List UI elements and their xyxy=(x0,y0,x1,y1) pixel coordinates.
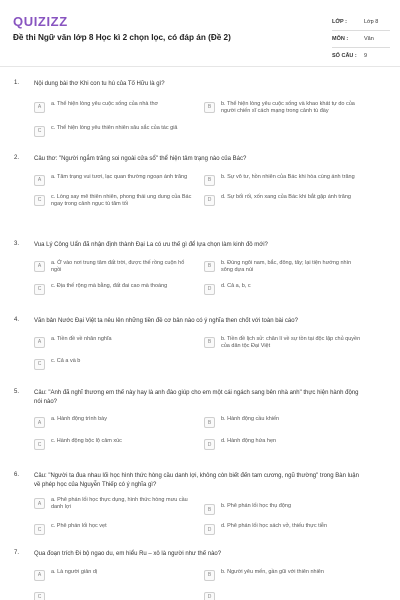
question-header xyxy=(0,155,374,164)
option-text: c. Thể hiện lòng yêu thiên nhiên sâu sắc của tác giả xyxy=(51,124,178,131)
option-row xyxy=(34,591,374,600)
option-c[interactable] xyxy=(34,194,204,208)
option-text: b. Thể hiện lòng yêu cuộc sống và khao khát tự do của người chiến sĩ cách mạng trong cảnh tù đày xyxy=(221,100,355,114)
option-letter-badge: A xyxy=(34,570,45,581)
option-text: b. Người yêu mến, gần gũi với thiên nhiên xyxy=(221,568,324,575)
question-item xyxy=(0,550,374,600)
option-c[interactable] xyxy=(34,438,204,450)
meta-value: Văn xyxy=(364,36,374,42)
option-text: d. Phê phán lối học sách vở, thiếu thực tiễn xyxy=(221,523,328,529)
option-a[interactable] xyxy=(34,101,204,115)
meta-value: 9 xyxy=(364,53,368,59)
option-b[interactable] xyxy=(204,174,374,186)
option-text: d. Sự bối rối, xốn xang của Bác khi bắt gặp ánh trăng xyxy=(221,193,351,200)
question-number: 1. xyxy=(14,80,20,86)
option-row xyxy=(34,336,374,350)
option-text: b. Tiền đề lịch sử: chân lí về sự tồn tại độc lập chủ quyền của dân tộc Đại Việt xyxy=(221,335,361,349)
option-letter-badge: B xyxy=(204,175,215,186)
option-a[interactable] xyxy=(34,416,204,428)
option-text: c. Địa thế rộng mà bằng, đất đai cao mà thoáng xyxy=(51,282,168,289)
option-letter-badge: B xyxy=(204,504,215,515)
option-text: a. Hành động trình bày xyxy=(51,416,107,422)
option-text: a. Phê phán lối học thực dụng, hình thức hòng mưu cầu danh lợi xyxy=(51,497,188,511)
option-a[interactable] xyxy=(34,174,204,186)
option-c[interactable] xyxy=(34,591,204,600)
meta-label: MÔN : xyxy=(332,36,349,42)
meta-row-subject xyxy=(332,31,390,48)
option-letter-badge: A xyxy=(34,337,45,348)
question-item xyxy=(0,472,374,535)
question-item xyxy=(0,155,374,208)
question-text: Vua Lý Công Uẩn đã nhận định thành Đại La có ưu thế gì để lựa chọn làm kinh đô mới? xyxy=(34,242,268,248)
option-c[interactable] xyxy=(34,358,204,370)
option-row xyxy=(34,125,374,137)
page-title: Đề thi Ngữ văn lớp 8 Học kì 2 chọn lọc, có đáp án (Đề 2) xyxy=(13,33,231,42)
option-b[interactable] xyxy=(204,497,374,515)
option-letter-badge: B xyxy=(204,570,215,581)
option-text: b. Hành động cầu khiến xyxy=(221,416,280,422)
option-letter-badge: A xyxy=(34,175,45,186)
option-text: b. Phê phán lối học thụ động xyxy=(221,503,292,509)
question-header xyxy=(0,317,374,326)
option-letter-badge: A xyxy=(34,498,45,509)
option-row xyxy=(34,569,374,581)
option-letter-badge: C xyxy=(34,126,45,137)
question-text: Câu thơ: "Người ngắm trăng soi ngoài cửa sổ" thể hiện tâm trạng nào của Bác? xyxy=(34,156,247,162)
question-number: 2. xyxy=(14,155,20,161)
question-item xyxy=(0,389,374,450)
option-d[interactable] xyxy=(204,194,374,208)
meta-table xyxy=(332,14,390,64)
option-c[interactable] xyxy=(34,523,204,535)
question-item xyxy=(0,241,374,295)
option-text: d. Hành động hứa hẹn xyxy=(221,438,277,444)
question-header xyxy=(0,241,374,250)
option-letter-badge: A xyxy=(34,261,45,272)
option-text: a. Tiền đề về nhân nghĩa xyxy=(51,335,112,342)
option-letter-badge: D xyxy=(204,439,215,450)
option-b[interactable] xyxy=(204,416,374,428)
option-letter-badge: C xyxy=(34,359,45,370)
meta-row-grade xyxy=(332,14,390,31)
option-text: d. Cả a, b, c xyxy=(221,282,251,289)
question-number: 4. xyxy=(14,317,20,323)
option-text: a. Ở vào nơi trung tâm đất trời, được thế rồng cuộn hổ ngồi xyxy=(51,259,185,273)
option-row xyxy=(34,260,374,274)
quizizz-logo: QUIZIZZ xyxy=(13,14,68,29)
meta-value: Lớp 8 xyxy=(364,19,379,25)
option-row xyxy=(34,194,374,208)
option-text: a. Thể hiện lòng yêu cuộc sống của nhà thơ xyxy=(51,100,159,107)
option-letter-badge: C xyxy=(34,524,45,535)
option-b[interactable] xyxy=(204,569,374,581)
meta-label: SỐ CÂU : xyxy=(332,53,357,59)
option-text: b. Sự vô tư, hồn nhiên của Bác khi hòa cùng ánh trăng xyxy=(221,173,355,180)
question-header xyxy=(0,80,374,89)
option-letter-badge: C xyxy=(34,284,45,295)
option-a[interactable] xyxy=(34,497,204,515)
option-letter-badge: D xyxy=(204,592,215,600)
option-b[interactable] xyxy=(204,260,374,274)
option-text: a. Tâm trạng vui tươi, lạc quan thường ngoạn ánh trăng xyxy=(51,173,188,180)
option-c[interactable] xyxy=(34,283,204,295)
option-b[interactable] xyxy=(204,101,374,115)
option-letter-badge: C xyxy=(34,195,45,206)
question-header xyxy=(0,389,374,406)
option-letter-badge: B xyxy=(204,417,215,428)
option-text: c. Hành động bộc lộ cảm xúc xyxy=(51,438,122,444)
option-letter-badge: D xyxy=(204,524,215,535)
option-text: c. Phê phán lối học vẹt xyxy=(51,523,107,529)
option-row xyxy=(34,523,374,535)
option-d[interactable] xyxy=(204,283,374,295)
page-header xyxy=(0,0,400,67)
question-text: Câu: "Anh đã nghĩ thương em thế này hay là anh đào giúp cho em một cái ngách sang bên nhà anh" thực hiện hành động nói nào? xyxy=(34,390,359,405)
question-header xyxy=(0,472,374,489)
option-row xyxy=(34,438,374,450)
option-row xyxy=(34,497,374,515)
question-number: 6. xyxy=(14,472,20,478)
question-text: Câu: "Người ta đua nhau lối học hình thức hòng cầu danh lợi, không còn biết đến tam cương, ngũ thường" trong Bàn luận về phép học của Nguyễn Thiếp có ý nghĩa gì? xyxy=(34,473,359,488)
question-text: Văn bản Nước Đại Việt ta nêu lên những tiền đề cơ bản nào có ý nghĩa then chốt với toàn bài cáo? xyxy=(34,318,298,324)
question-item xyxy=(0,80,374,137)
question-number: 5. xyxy=(14,389,20,395)
question-item xyxy=(0,317,374,370)
option-letter-badge: C xyxy=(34,592,45,600)
option-letter-badge: D xyxy=(204,195,215,206)
option-d[interactable] xyxy=(204,523,374,535)
option-letter-badge: A xyxy=(34,102,45,113)
option-c[interactable] xyxy=(34,125,204,137)
question-header xyxy=(0,550,374,559)
option-b[interactable] xyxy=(204,336,374,350)
option-letter-badge: D xyxy=(204,284,215,295)
meta-row-count xyxy=(332,48,390,64)
option-d[interactable] xyxy=(204,438,374,450)
option-row xyxy=(34,174,374,186)
option-row xyxy=(34,416,374,428)
option-letter-badge: B xyxy=(204,102,215,113)
option-row xyxy=(34,101,374,115)
option-letter-badge: A xyxy=(34,417,45,428)
meta-label: LỚP : xyxy=(332,19,347,25)
option-text: b. Đúng ngôi nam, bắc, đông, tây; lại tiện hướng nhìn sông dựa núi xyxy=(221,259,352,273)
option-letter-badge: B xyxy=(204,337,215,348)
option-a[interactable] xyxy=(34,336,204,350)
option-text: c. Cả a và b xyxy=(51,357,81,364)
option-a[interactable] xyxy=(34,260,204,274)
option-text: a. Là người giản dị xyxy=(51,568,98,575)
question-number: 7. xyxy=(14,550,20,556)
option-row xyxy=(34,283,374,295)
option-row xyxy=(34,358,374,370)
option-letter-badge: B xyxy=(204,261,215,272)
question-text: Qua đoạn trích Đi bộ ngao du, em hiểu Ru – xô là người như thế nào? xyxy=(34,551,222,557)
option-a[interactable] xyxy=(34,569,204,581)
option-d[interactable] xyxy=(204,591,374,600)
question-text: Nội dung bài thơ Khi con tu hú của Tố Hữu là gì? xyxy=(34,81,165,87)
question-number: 3. xyxy=(14,241,20,247)
option-text: c. Lòng say mê thiên nhiên, phong thái ung dung của Bác ngay trong cảnh ngục tù tăm tối xyxy=(51,193,192,207)
option-letter-badge: C xyxy=(34,439,45,450)
